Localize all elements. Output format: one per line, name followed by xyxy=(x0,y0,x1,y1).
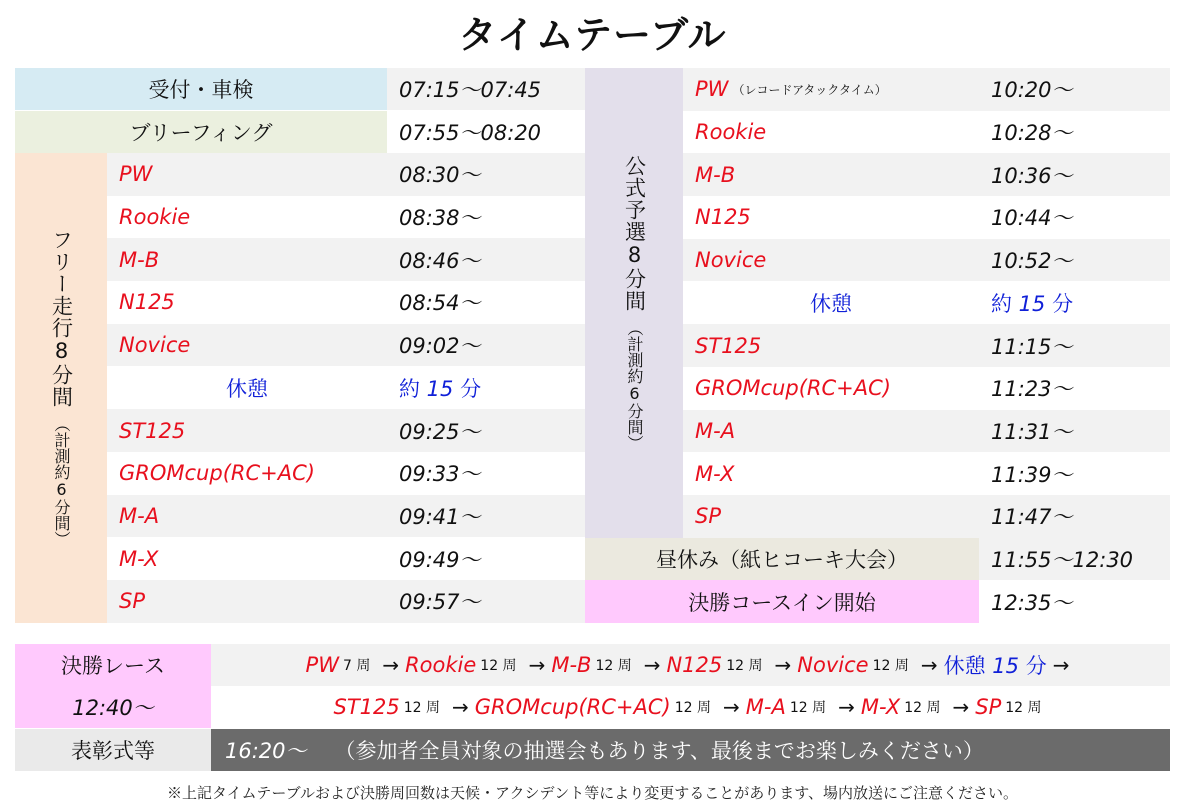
qualifying-heading xyxy=(585,68,683,538)
start-time: 08:46〜 xyxy=(399,248,481,273)
class-cell xyxy=(683,68,979,111)
final-laps: 12 周 xyxy=(904,700,941,716)
time-cell xyxy=(387,196,585,239)
page-title: タイムテーブル xyxy=(458,13,727,57)
final-class: M-A xyxy=(745,695,786,719)
final-break-value: 15 xyxy=(985,654,1026,678)
time-cell xyxy=(387,580,585,623)
start-time: 10:44〜 xyxy=(991,206,1073,231)
start-time: 09:25〜 xyxy=(399,419,481,444)
start-time: 09:49〜 xyxy=(399,547,481,572)
break-value: 15 xyxy=(1012,291,1053,316)
class-name: M-B xyxy=(695,162,736,187)
class-cell xyxy=(683,196,979,239)
class-cell xyxy=(107,580,387,623)
class-cell xyxy=(107,409,387,452)
final-laps: 12 周 xyxy=(595,658,632,674)
break-suffix: 分 xyxy=(460,376,482,401)
start-time: 11:31〜 xyxy=(991,419,1073,444)
time-cell xyxy=(979,153,1170,196)
time-cell xyxy=(387,409,585,452)
time-cell xyxy=(979,282,1170,325)
break-duration xyxy=(399,373,481,403)
lunch-time-text: 11:55〜12:30 xyxy=(991,548,1134,572)
class-cell xyxy=(683,111,979,154)
start-time: 11:39〜 xyxy=(991,462,1073,487)
time-cell xyxy=(387,367,585,410)
class-name: PW xyxy=(119,162,153,187)
break-duration xyxy=(991,288,1073,318)
class-name: ST125 xyxy=(695,333,762,358)
class-cell xyxy=(683,410,979,453)
class-name: Rookie xyxy=(119,205,191,230)
final-laps: 12 周 xyxy=(726,658,763,674)
class-cell xyxy=(107,281,387,324)
time-cell xyxy=(387,537,585,580)
break-label-cell xyxy=(683,282,979,325)
time-cell xyxy=(979,452,1170,495)
start-time: 08:38〜 xyxy=(399,206,481,231)
start-time: 09:57〜 xyxy=(399,590,481,615)
break-prefix: 約 xyxy=(991,291,1012,316)
break-label-cell xyxy=(107,367,387,410)
time-cell xyxy=(979,111,1170,154)
class-name: GROMcup(RC+AC) xyxy=(119,461,315,486)
class-name: SP xyxy=(119,589,145,614)
final-class: PW xyxy=(305,653,339,677)
start-time: 09:33〜 xyxy=(399,462,481,487)
final-laps: 12 周 xyxy=(480,658,517,674)
time-cell xyxy=(387,452,585,495)
final-laps: 12 周 xyxy=(872,658,909,674)
free-practice-heading xyxy=(15,153,107,623)
final-laps: 12 周 xyxy=(789,700,827,716)
time-cell xyxy=(387,238,585,281)
final-class: M-X xyxy=(860,695,901,719)
reception-time xyxy=(387,68,585,110)
awards-label: 表彰式等 xyxy=(15,729,211,771)
start-time: 10:28〜 xyxy=(991,121,1073,146)
briefing-time-text: 07:55〜08:20 xyxy=(399,121,542,145)
time-cell xyxy=(387,281,585,324)
class-name: ST125 xyxy=(119,418,186,443)
reception-label: 受付・車検 xyxy=(15,68,387,110)
arrow-icon: → xyxy=(1052,653,1070,677)
time-cell xyxy=(979,495,1170,538)
final-laps: 7 周 xyxy=(342,658,371,674)
class-name: GROMcup(RC+AC) xyxy=(695,376,891,401)
quali-note-text: （計測約6分間） xyxy=(625,320,644,451)
class-name: Novice xyxy=(119,333,191,358)
time-cell xyxy=(979,239,1170,282)
final-class: ST125 xyxy=(333,695,400,719)
class-name: SP xyxy=(695,504,721,529)
class-name: M-X xyxy=(119,546,159,571)
finals-time: 12:40〜 xyxy=(15,686,211,728)
class-cell xyxy=(107,153,387,196)
arrow-icon: → xyxy=(528,653,546,677)
awards-bar xyxy=(211,729,1170,771)
class-cell xyxy=(683,367,979,410)
arrow-icon: → xyxy=(723,695,740,719)
lunch-label: 昼休み（紙ヒコーキ大会） xyxy=(585,538,979,580)
final-laps: 12 周 xyxy=(1005,700,1042,716)
start-time: 11:15〜 xyxy=(991,334,1073,359)
arrow-icon: → xyxy=(643,653,661,677)
course-in-label: 決勝コースイン開始 xyxy=(585,580,979,623)
final-class: M-B xyxy=(551,653,592,677)
final-laps: 12 周 xyxy=(674,700,711,716)
start-time: 08:54〜 xyxy=(399,291,481,316)
footnote: ※上記タイムテーブルおよび決勝周回数は天候・アクシデント等により変更することがあります、場内放送にご注意ください。 xyxy=(166,784,1019,802)
class-cell xyxy=(107,196,387,239)
arrow-icon: → xyxy=(838,695,855,719)
class-name: M-X xyxy=(695,461,735,486)
class-name: M-A xyxy=(119,503,160,528)
free-note-text: （計測約6分間） xyxy=(52,416,71,547)
free-heading-text: フリー走行8分間 xyxy=(49,229,74,408)
finals-label: 決勝レース xyxy=(15,644,211,686)
time-cell xyxy=(979,367,1170,410)
start-time: 09:41〜 xyxy=(399,504,481,529)
lunch-time xyxy=(979,538,1170,580)
class-cell xyxy=(683,324,979,367)
class-cell xyxy=(683,495,979,538)
break-label: 休憩 xyxy=(810,291,852,316)
final-break-label: 休憩 xyxy=(943,654,986,678)
arrow-icon: → xyxy=(382,653,400,677)
start-time: 11:47〜 xyxy=(991,505,1073,530)
quali-heading-text: 公式予選8分間 xyxy=(622,155,647,312)
final-class: Novice xyxy=(797,653,869,677)
class-cell xyxy=(107,324,387,367)
arrow-icon: → xyxy=(774,653,792,677)
time-cell xyxy=(387,495,585,538)
class-cell xyxy=(683,452,979,495)
arrow-icon: → xyxy=(952,695,970,719)
start-time: 09:02〜 xyxy=(399,334,481,359)
time-cell xyxy=(979,410,1170,453)
class-name: N125 xyxy=(695,205,751,230)
class-cell xyxy=(107,495,387,538)
class-name: PW xyxy=(695,77,729,102)
class-name: N125 xyxy=(119,290,175,315)
start-time: 10:52〜 xyxy=(991,249,1073,274)
break-suffix: 分 xyxy=(1052,291,1074,316)
final-class: Rookie xyxy=(405,653,477,677)
class-name: M-A xyxy=(695,418,736,443)
awards-time: 16:20〜 xyxy=(225,739,307,763)
class-name: Novice xyxy=(695,248,767,273)
break-prefix: 約 xyxy=(399,376,420,401)
course-in-time xyxy=(979,580,1170,623)
time-cell xyxy=(387,324,585,367)
class-note: （レコードアタックタイム） xyxy=(732,82,887,97)
finals-order-line-2 xyxy=(211,686,1170,728)
break-label: 休憩 xyxy=(226,376,268,401)
final-break xyxy=(944,650,1047,680)
time-cell xyxy=(979,68,1170,111)
class-name: M-B xyxy=(119,247,160,272)
final-laps: 12 周 xyxy=(403,700,440,716)
start-time: 10:20〜 xyxy=(991,78,1073,103)
arrow-icon: → xyxy=(920,653,938,677)
finals-order-line-1 xyxy=(211,644,1170,686)
start-time: 10:36〜 xyxy=(991,163,1073,188)
class-cell xyxy=(683,153,979,196)
final-class: SP xyxy=(975,695,1002,719)
briefing-label: ブリーフィング xyxy=(15,111,387,153)
break-value: 15 xyxy=(420,376,461,401)
final-class: GROMcup(RC+AC) xyxy=(474,695,671,719)
final-class: N125 xyxy=(666,653,723,677)
awards-note: （参加者全員対象の抽選会もあります、最後までお楽しみください） xyxy=(334,739,984,763)
briefing-time xyxy=(387,111,585,153)
final-break-unit: 分 xyxy=(1025,654,1047,678)
class-cell xyxy=(107,537,387,580)
time-cell xyxy=(979,324,1170,367)
course-in-time-text: 12:35〜 xyxy=(991,590,1073,615)
start-time: 11:23〜 xyxy=(991,377,1073,402)
time-cell xyxy=(387,153,585,196)
class-cell xyxy=(683,239,979,282)
class-cell xyxy=(107,452,387,495)
class-cell xyxy=(107,238,387,281)
arrow-icon: → xyxy=(452,695,469,719)
time-cell xyxy=(979,196,1170,239)
start-time: 08:30〜 xyxy=(399,163,481,188)
reception-time-text: 07:15〜07:45 xyxy=(399,78,542,102)
class-name: Rookie xyxy=(695,120,767,145)
